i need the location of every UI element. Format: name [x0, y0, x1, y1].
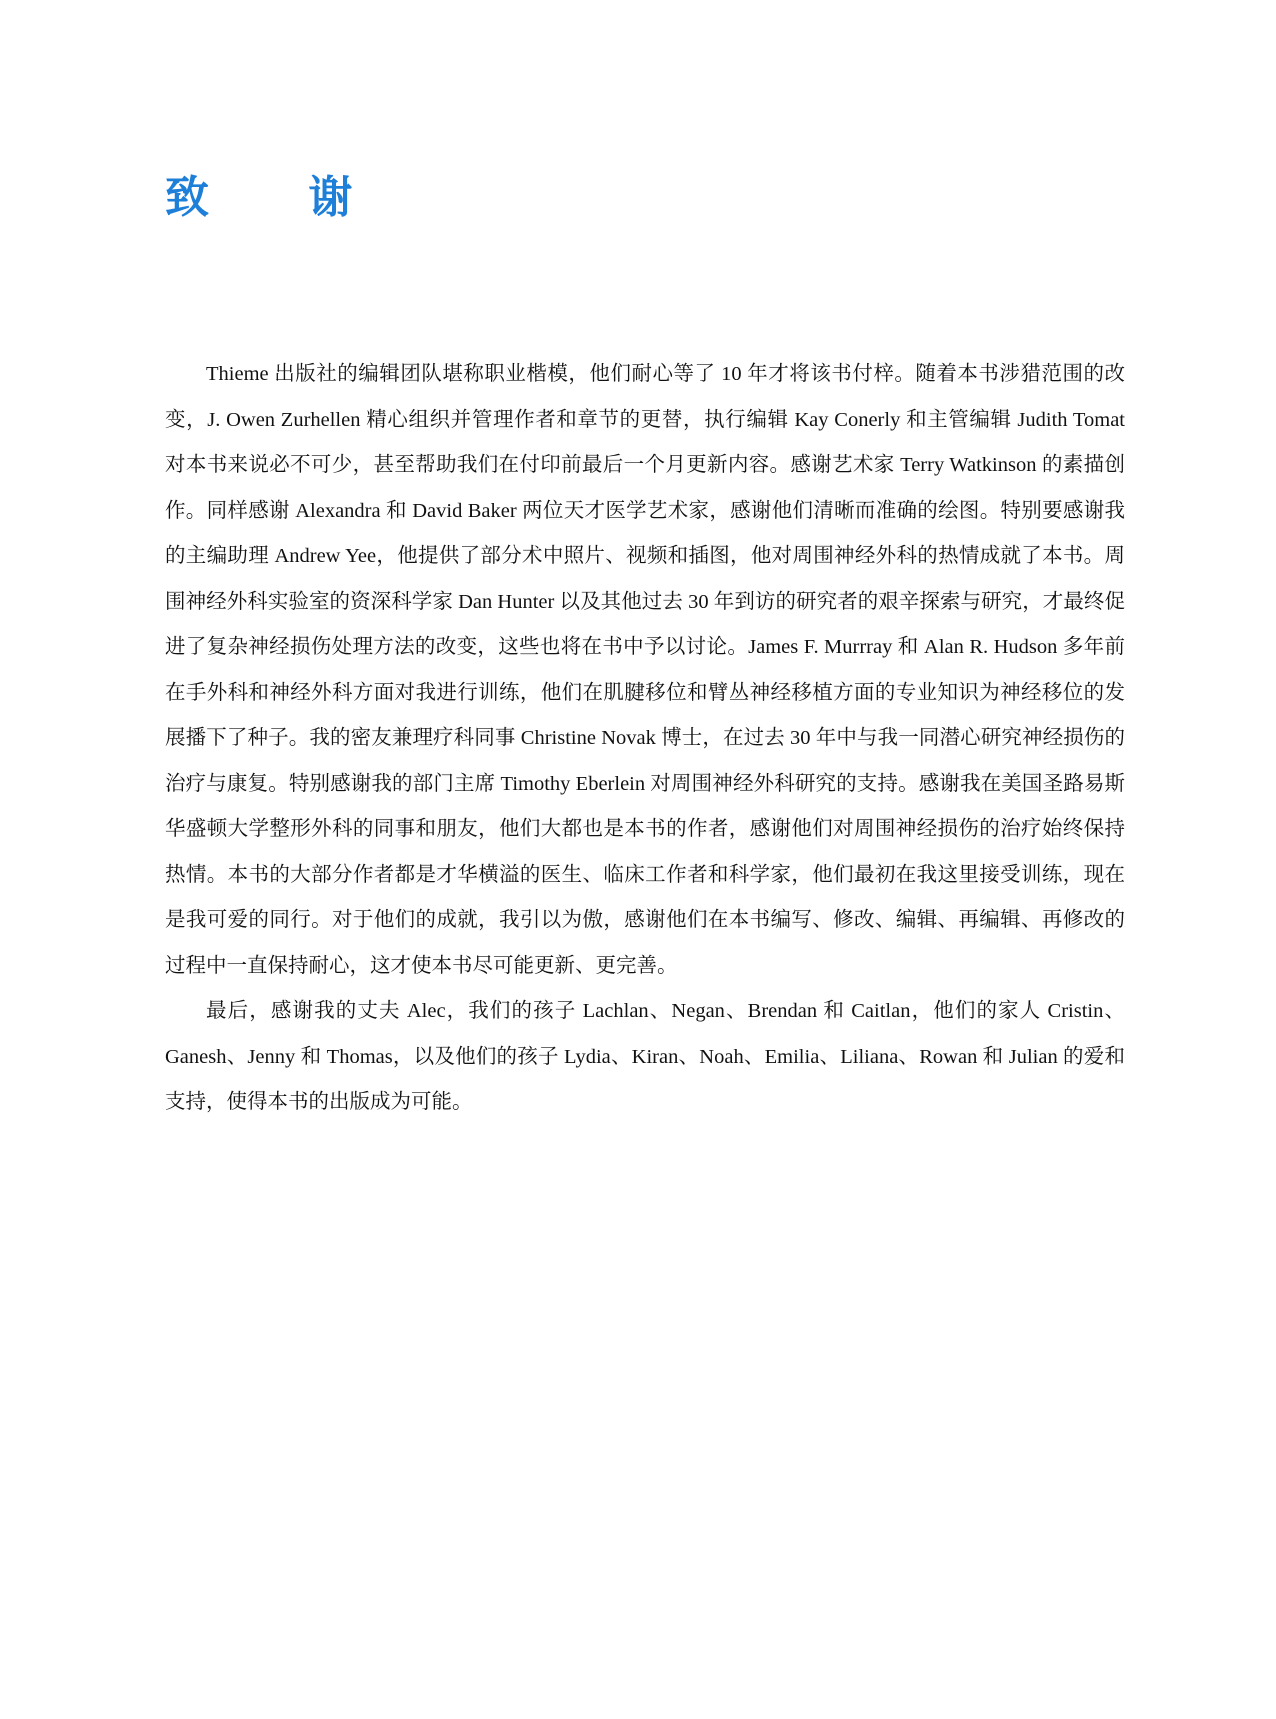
paragraph-family: 最后，感谢我的丈夫 Alec，我们的孩子 Lachlan、Negan、Brendan 和 Caitlan，他们的家人 Cristin、Ganesh、Jenny 和 Thomas，以及他们的孩子 Lydia、Kiran、Noah、Emilia、Liliana、Rowan 和 Julian 的爱和支持，使得本书的出版成为可能。 — [165, 1000, 1125, 1113]
paragraph-acknowledgements: Thieme 出版社的编辑团队堪称职业楷模，他们耐心等了 10 年才将该书付梓。随着本书涉猎范围的改变，J. Owen Zurhellen 精心组织并管理作者和章节的更替，执行编辑 Kay Conerly 和主管编辑 Judith Tomat 对本书来说必不可少，甚至帮助我们在付印前最后一个月更新内容。感谢艺术家 Terry Watkinson 的素描创作。同样感谢 Alexandra 和 David Baker 两位天才医学艺术家，感谢他们清晰而准确的绘图。特别要感谢我的主编助理 Andrew Yee，他提供了部分术中照片、视频和插图，他对周围神经外科的热情成就了本书。周围神经外科实验室的资深科学家 Dan Hunter 以及其他过去 30 年到访的研究者的艰辛探索与研究，才最终促进了复杂神经损伤处理方法的改变，这些也将在书中予以讨论。James F. Murrray 和 Alan R. Hudson 多年前在手外科和神经外科方面对我进行训练，他们在肌腱移位和臂丛神经移植方面的专业知识为神经移位的发展播下了种子。我的密友兼理疗科同事 Christine Novak 博士，在过去 30 年中与我一同潜心研究神经损伤的治疗与康复。特别感谢我的部门主席 Timothy Eberlein 对周围神经外科研究的支持。感谢我在美国圣路易斯华盛顿大学整形外科的同事和朋友，他们大都也是本书的作者，感谢他们对周围神经损伤的治疗始终保持热情。本书的大部分作者都是才华横溢的医生、临床工作者和科学家，他们最初在我这里接受训练，现在是我可爱的同行。对于他们的成就，我引以为傲，感谢他们在本书编写、修改、编辑、再编辑、再修改的过程中一直保持耐心，这才使本书尽可能更新、更完善。 — [165, 363, 1125, 977]
document-body — [165, 352, 1125, 1126]
page-title: 致 谢 — [165, 172, 395, 223]
